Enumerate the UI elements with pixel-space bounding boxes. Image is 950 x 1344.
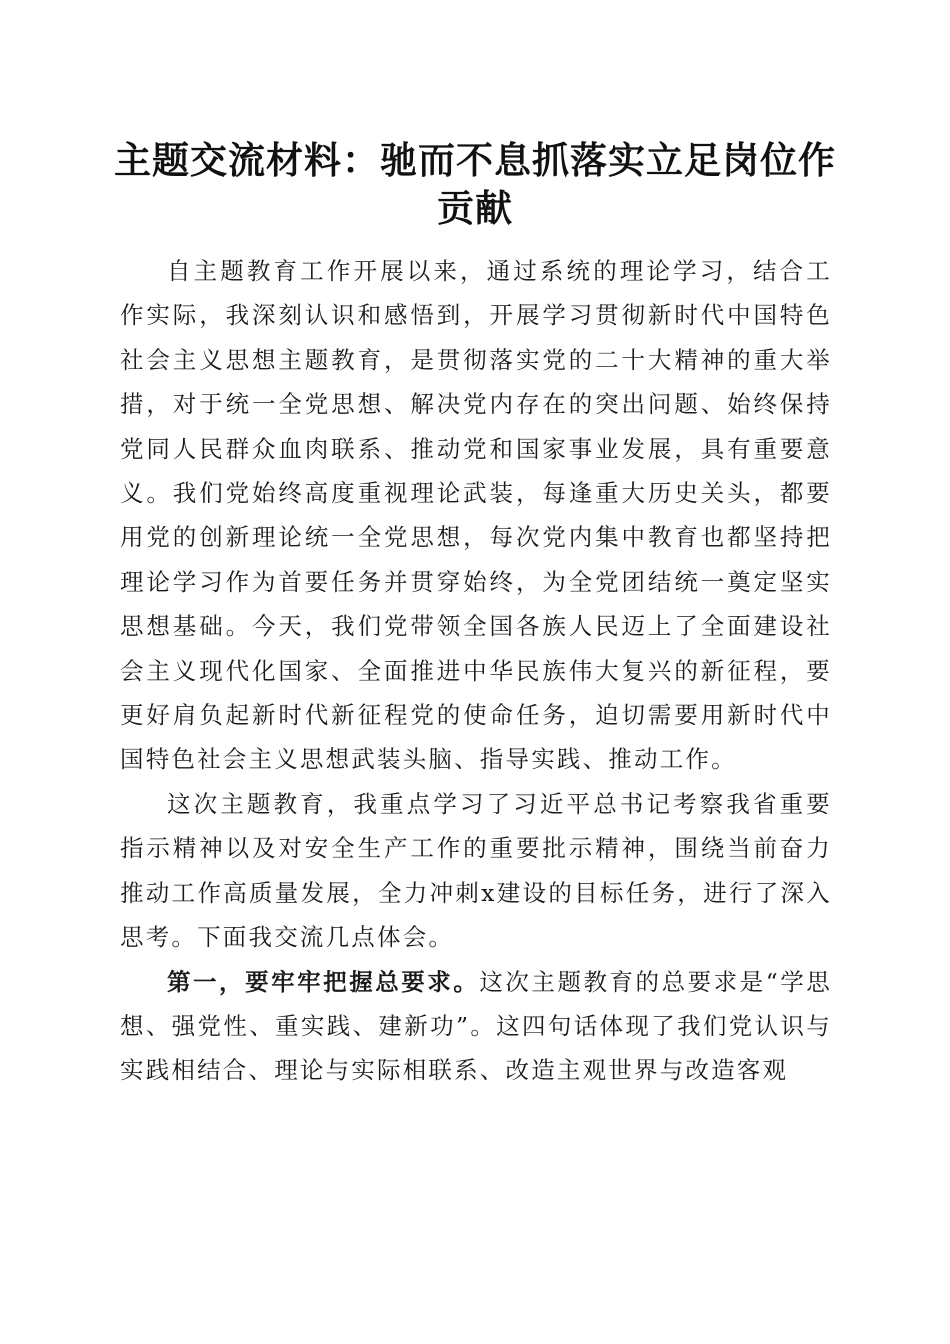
paragraph-1-text: 自主题教育工作开展以来，通过系统的理论学习，结合工作实际，我深刻认识和感悟到，开展学习贯彻新时代中国特色社会主义思想主题教育，是贯彻落实党的二十大精神的重大举措，对于统一全党思想、解决党内存在的突出问题、始终保持党同人民群众血肉联系、推动党和国家事业发展，具有重要意义。我们党始终高度重视理论武装，每逢重大历史关头，都要用党的创新理论统一全党思想，每次党内集中教育也都坚持把理论学习作为首要任务并贯穿始终，为全党团结统一奠定坚实思想基础。今天，我们党带领全国各族人民迈上了全面建设社会主义现代化国家、全面推进中华民族伟大复兴的新征程，要更好肩负起新时代新征程党的使命任务，迫切需要用新时代中国特色社会主义思想武装头脑、指导实践、推动工作。 bbox=[120, 257, 832, 774]
paragraph-3-text: 这次主题教育的总要求是“学思想、强党性、重实践、建新功”。这四句话体现了我们党认识与实践相结合、理论与实际相联系、改造主观世界与改造客观 bbox=[120, 967, 832, 1085]
document-title: 主题交流材料：驰而不息抓落实立足岗位作贡献 bbox=[114, 138, 836, 230]
paragraph-3 bbox=[120, 960, 832, 1093]
paragraph-2 bbox=[120, 782, 832, 960]
paragraph-1 bbox=[120, 249, 832, 782]
paragraph-3-lead: 第一，要牢牢把握总要求。 bbox=[167, 967, 480, 996]
paragraph-2-text: 这次主题教育，我重点学习了习近平总书记考察我省重要指示精神以及对安全生产工作的重要批示精神，围绕当前奋力推动工作高质量发展，全力冲刺x建设的目标任务，进行了深入思考。下面我交流几点体会。 bbox=[120, 789, 832, 952]
document-body bbox=[120, 249, 832, 1093]
